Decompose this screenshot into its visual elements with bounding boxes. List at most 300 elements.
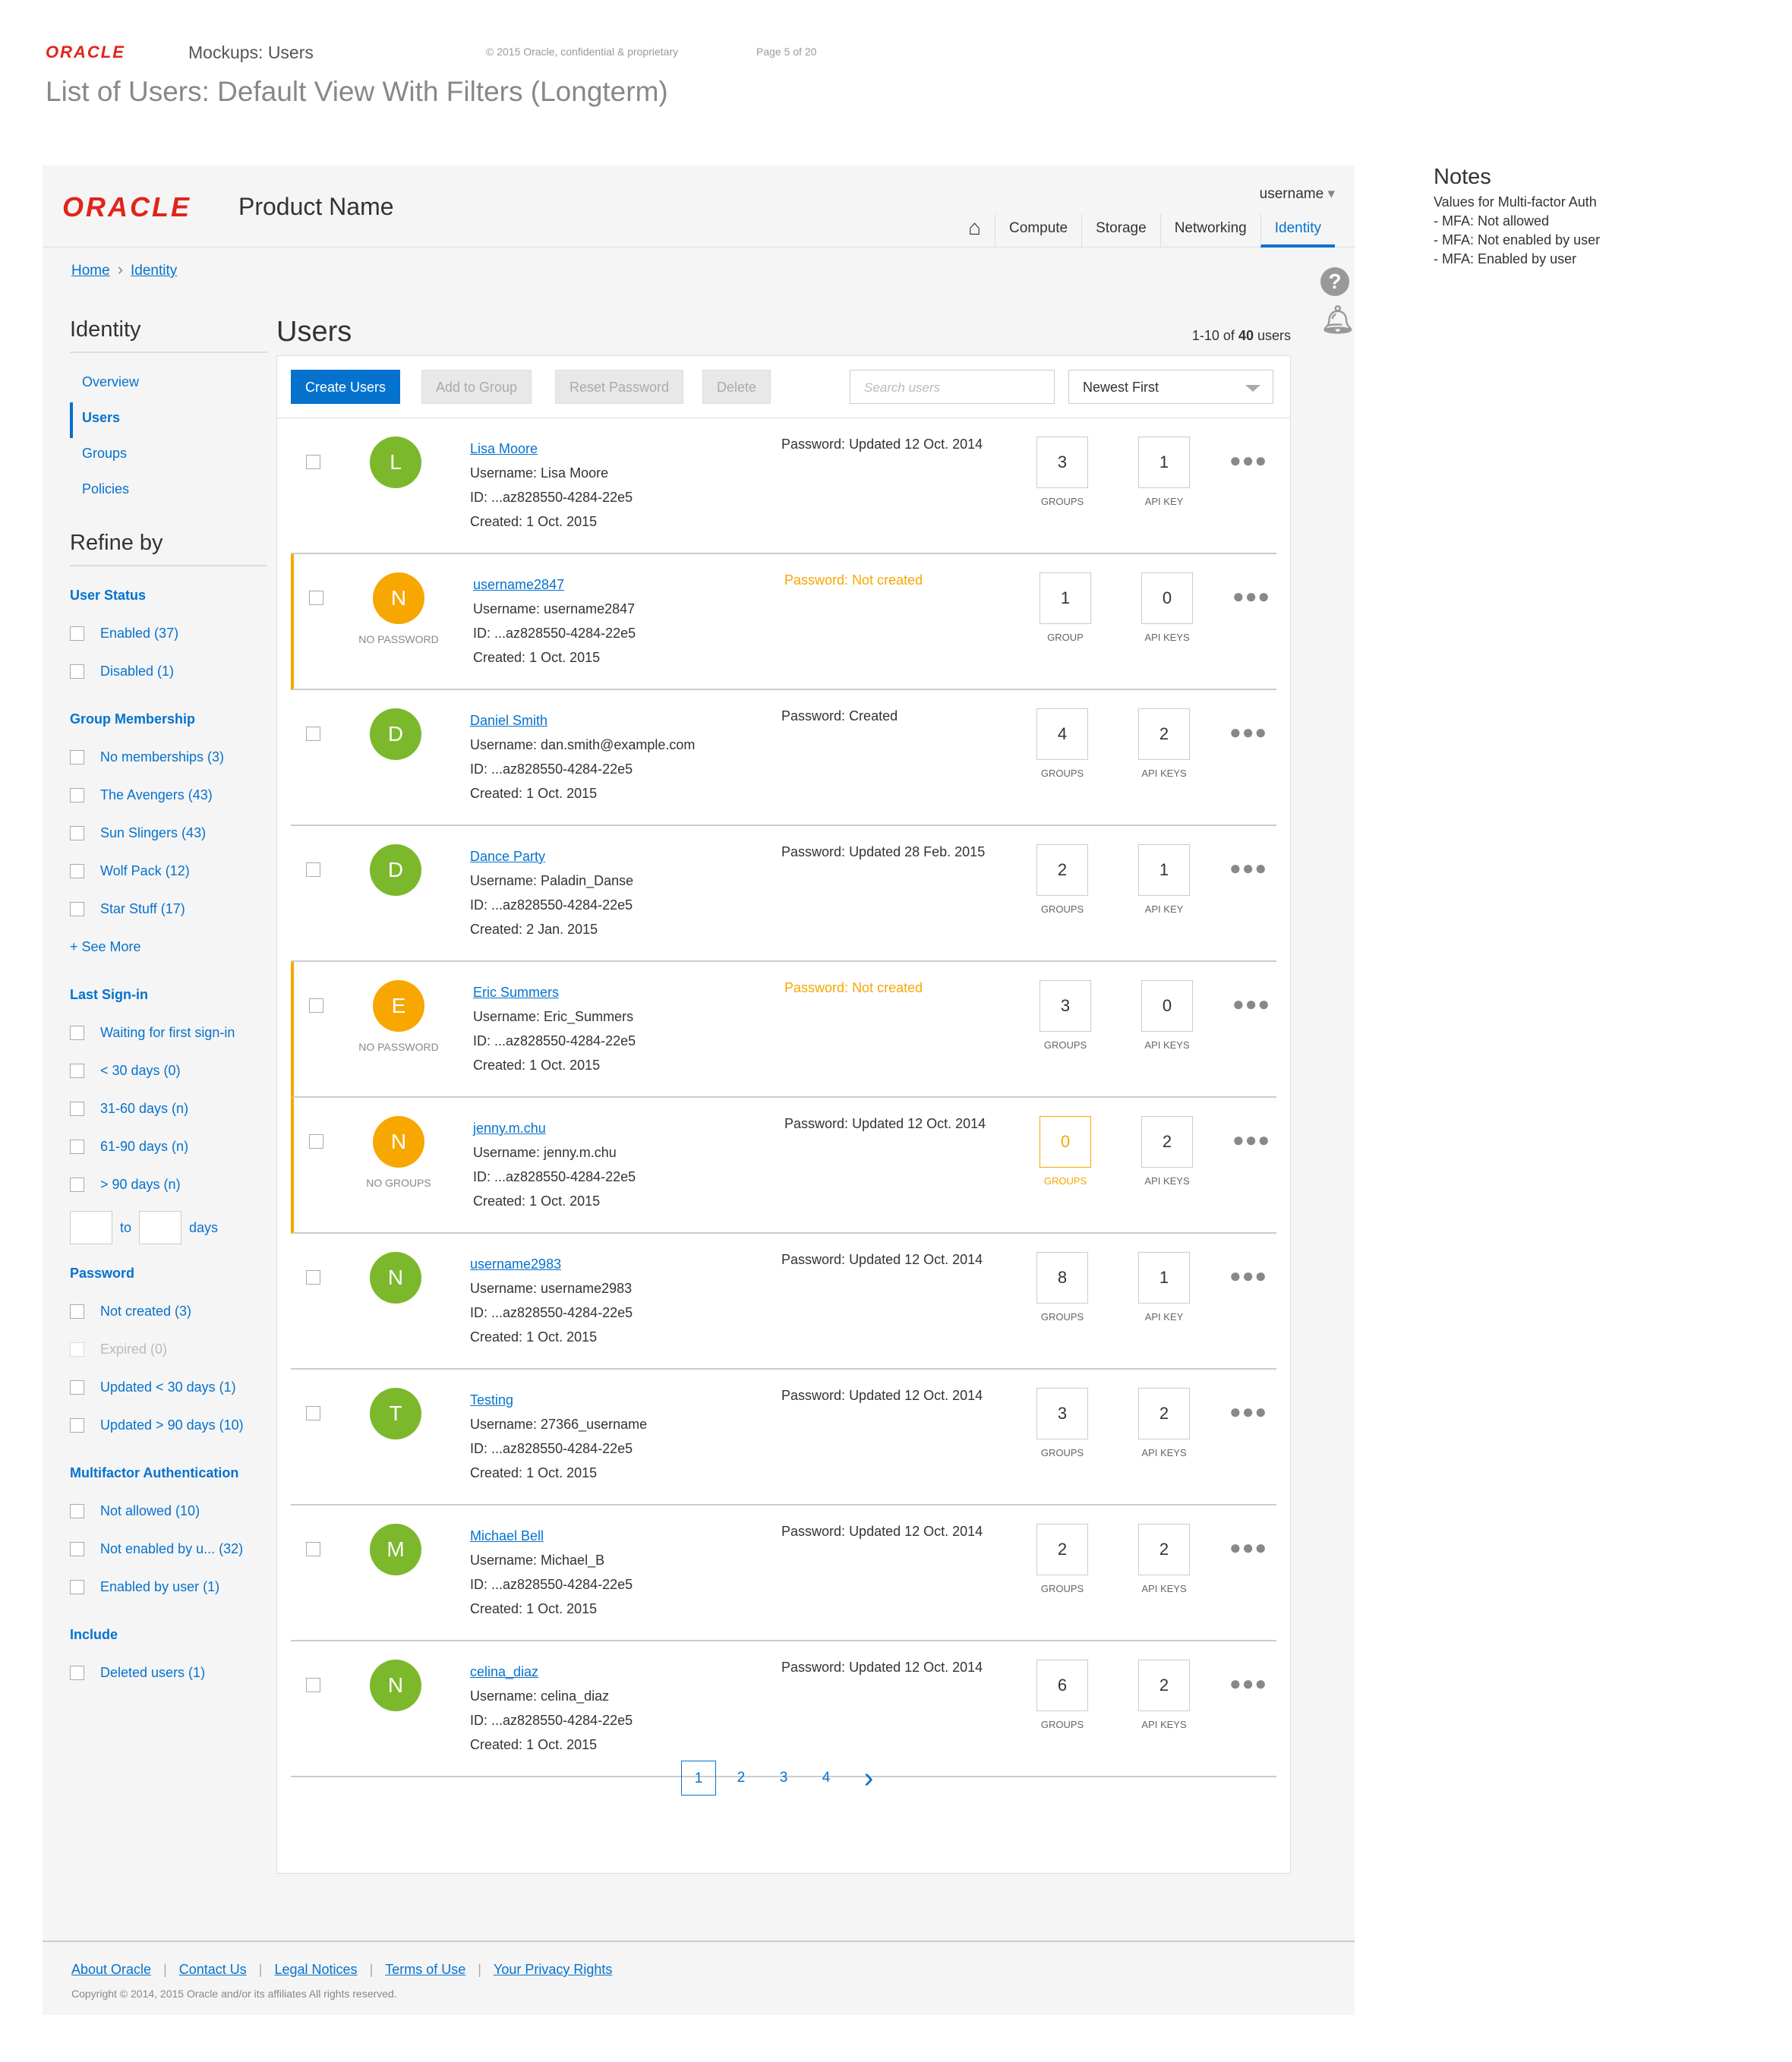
user-row — [291, 826, 1276, 962]
more-actions-icon[interactable]: ●●● — [1232, 1128, 1271, 1151]
filter-mfa-enabled[interactable] — [70, 1568, 267, 1606]
id-label: ID: — [470, 897, 488, 913]
filter-deleted-users[interactable] — [70, 1654, 267, 1692]
filter-no-memberships[interactable] — [70, 738, 267, 776]
doc-title: List of Users: Default View With Filters (Longterm) — [46, 76, 668, 107]
row-checkbox[interactable] — [309, 998, 323, 1013]
groups-count[interactable]: 3 — [1036, 1388, 1088, 1439]
checkbox[interactable] — [70, 1304, 84, 1319]
checkbox[interactable] — [70, 1026, 84, 1040]
user-row — [291, 962, 1276, 1098]
groups-count[interactable]: 8 — [1036, 1252, 1088, 1304]
page-3[interactable]: 3 — [779, 1770, 788, 1786]
divider: | — [478, 1962, 481, 1977]
footer-about[interactable]: About Oracle — [71, 1962, 152, 1977]
password-status — [781, 1388, 983, 1404]
sort-select[interactable] — [1068, 370, 1273, 404]
password-label: Password: — [781, 1252, 846, 1267]
id-label: ID: — [470, 1305, 488, 1320]
top-nav — [954, 211, 1335, 248]
created-label: Created: — [470, 514, 523, 529]
avatar: D — [370, 708, 421, 760]
filter-label: Not allowed (10) — [100, 1502, 200, 1518]
groups-label: GROUPS — [1040, 1311, 1084, 1323]
page-title: Users — [276, 316, 352, 348]
more-actions-icon[interactable]: ●●● — [1232, 585, 1271, 607]
api-keys-count[interactable]: 2 — [1141, 1116, 1193, 1168]
avatar: M — [370, 1524, 421, 1575]
filter-disabled[interactable] — [70, 652, 267, 690]
nav-networking[interactable]: Networking — [1160, 214, 1260, 248]
checkbox[interactable] — [70, 1666, 84, 1680]
breadcrumb-identity[interactable]: Identity — [131, 263, 178, 279]
checkbox[interactable] — [70, 826, 84, 840]
id-value: ...az828550-4284-22e5 — [491, 761, 633, 777]
sidebar-item-users[interactable]: Users — [70, 402, 267, 438]
divider: | — [258, 1962, 263, 1977]
api-keys-label: API KEYS — [1141, 768, 1187, 779]
api-keys-label: API KEY — [1144, 1311, 1184, 1323]
created-value: 1 Oct. 2015 — [526, 514, 598, 529]
username-value: celina_diaz — [541, 1688, 610, 1704]
created-label: Created: — [470, 1601, 523, 1616]
username-value: Lisa Moore — [541, 465, 609, 481]
row-checkbox[interactable] — [306, 862, 320, 877]
filter-label: Not enabled by u... (32) — [100, 1540, 244, 1556]
days-to-input[interactable] — [139, 1211, 181, 1244]
notes-line: - MFA: Enabled by user — [1434, 251, 1577, 266]
user-name-link[interactable]: Daniel Smith — [470, 713, 548, 728]
id-label: ID: — [473, 626, 491, 641]
groups-label: GROUPS — [1040, 496, 1084, 507]
nav-storage[interactable]: Storage — [1081, 214, 1160, 248]
home-icon[interactable]: ⌂ — [968, 216, 982, 239]
more-actions-icon[interactable]: ●●● — [1229, 1672, 1268, 1695]
notes-title: Notes — [1434, 165, 1491, 189]
created-value: 2 Jan. 2015 — [526, 922, 598, 937]
checkbox — [70, 1342, 84, 1357]
breadcrumb-home[interactable]: Home — [71, 263, 110, 279]
add-to-group-button[interactable]: Add to Group — [421, 370, 532, 404]
user-row — [291, 1641, 1276, 1777]
password-label: Password: — [784, 572, 849, 588]
more-actions-icon[interactable]: ●●● — [1232, 992, 1271, 1015]
password-label: Password: — [781, 844, 846, 859]
filter-31-60[interactable] — [70, 1089, 267, 1127]
checkbox[interactable] — [70, 1418, 84, 1433]
username-label: Username: — [470, 1417, 538, 1432]
user-info — [470, 1524, 633, 1621]
nav-compute[interactable]: Compute — [995, 214, 1081, 248]
doc-page-number: Page 5 of 20 — [756, 46, 817, 58]
checkbox[interactable] — [70, 902, 84, 916]
user-row — [291, 690, 1276, 826]
groups-count[interactable]: 2 — [1036, 844, 1088, 896]
user-count — [1192, 328, 1291, 344]
checkbox[interactable] — [70, 1102, 84, 1116]
row-checkbox[interactable] — [309, 591, 323, 605]
groups-label: GROUPS — [1043, 1039, 1087, 1051]
password-status — [781, 708, 898, 724]
api-keys-count[interactable]: 0 — [1141, 980, 1193, 1032]
filter-label: Not created (3) — [100, 1303, 192, 1319]
app-frame — [43, 166, 1355, 2015]
nav-identity[interactable]: Identity — [1260, 214, 1335, 248]
password-status — [781, 1660, 983, 1676]
api-keys-count[interactable]: 1 — [1138, 844, 1190, 896]
filter-label: Expired (0) — [100, 1341, 168, 1357]
api-keys-label: API KEY — [1144, 903, 1184, 915]
footer-terms[interactable]: Terms of Use — [385, 1962, 466, 1977]
groups-count[interactable]: 2 — [1036, 1524, 1088, 1575]
groups-label: GROUPS — [1040, 768, 1084, 779]
id-value: ...az828550-4284-22e5 — [491, 1713, 633, 1728]
groups-label: GROUP — [1047, 632, 1084, 643]
password-label: Password: — [784, 980, 849, 995]
more-actions-icon[interactable]: ●●● — [1229, 856, 1268, 879]
password-status — [781, 1252, 983, 1268]
password-status — [781, 1524, 983, 1540]
avatar: N — [373, 1116, 424, 1168]
footer-links — [71, 1962, 612, 1978]
id-label: ID: — [470, 1441, 488, 1456]
filter-61-90[interactable] — [70, 1127, 267, 1165]
filter-updated-lt30[interactable] — [70, 1368, 267, 1406]
created-value: 1 Oct. 2015 — [526, 786, 598, 801]
row-checkbox[interactable] — [309, 1134, 323, 1149]
avatar: E — [373, 980, 424, 1032]
groups-label: GROUPS — [1040, 1719, 1084, 1730]
api-keys-label: API KEYS — [1144, 1039, 1190, 1051]
password-label: Password: — [781, 1660, 846, 1675]
username-value: Michael_B — [541, 1553, 605, 1568]
app-header — [43, 166, 1355, 248]
avatar-tag: NO GROUPS — [366, 1177, 431, 1189]
avatar: T — [370, 1388, 421, 1439]
password-value: Not created — [852, 980, 923, 995]
create-users-button[interactable]: Create Users — [291, 370, 400, 404]
filter-not-created[interactable] — [70, 1292, 267, 1330]
api-keys-count[interactable]: 1 — [1138, 437, 1190, 488]
user-name-link[interactable]: Eric Summers — [473, 985, 560, 1000]
api-keys-label: API KEYS — [1141, 1447, 1187, 1458]
user-name-link[interactable]: celina_diaz — [470, 1664, 539, 1679]
id-value: ...az828550-4284-22e5 — [494, 626, 636, 641]
doc-copyright: © 2015 Oracle, confidential & proprietary — [486, 46, 679, 58]
username-value: Eric_Summers — [544, 1009, 634, 1024]
notes-line: - MFA: Not allowed — [1434, 213, 1550, 229]
created-value: 1 Oct. 2015 — [526, 1329, 598, 1345]
filter-heading-include: Include — [70, 1627, 118, 1642]
page-1[interactable]: 1 — [681, 1761, 716, 1796]
id-value: ...az828550-4284-22e5 — [491, 1577, 633, 1592]
api-keys-count[interactable]: 0 — [1141, 572, 1193, 624]
breadcrumb — [71, 260, 177, 279]
filter-label: Deleted users (1) — [100, 1664, 206, 1680]
id-value: ...az828550-4284-22e5 — [491, 1441, 633, 1456]
checkbox[interactable] — [70, 788, 84, 802]
created-label: Created: — [470, 1465, 523, 1480]
username-value: dan.smith@example.com — [541, 737, 696, 752]
created-value: 1 Oct. 2015 — [529, 1193, 601, 1209]
filter-heading-last-signin: Last Sign-in — [70, 987, 148, 1002]
username-label: Username: — [470, 465, 538, 481]
password-value: Created — [849, 708, 898, 724]
password-value: Updated 12 Oct. 2014 — [849, 1252, 983, 1267]
chevron-right-icon[interactable]: › — [863, 1762, 874, 1794]
checkbox[interactable] — [70, 626, 84, 641]
user-name-link[interactable]: Michael Bell — [470, 1528, 544, 1543]
filter-label: Wolf Pack (12) — [100, 862, 190, 878]
page-4[interactable]: 4 — [822, 1770, 831, 1786]
filter-label: Star Stuff (17) — [100, 900, 185, 916]
reset-password-button[interactable]: Reset Password — [555, 370, 683, 404]
notes-panel — [1434, 164, 1600, 269]
password-status — [781, 844, 985, 860]
created-label: Created: — [473, 650, 526, 665]
checkbox[interactable] — [70, 1542, 84, 1556]
doc-mockup-label: Mockups: Users — [188, 43, 314, 62]
filter-label: Waiting for first sign-in — [100, 1024, 235, 1040]
checkbox[interactable] — [70, 750, 84, 765]
filter-label: 31-60 days (n) — [100, 1100, 189, 1116]
side-icon-bar — [1315, 258, 1355, 343]
more-actions-icon[interactable]: ●●● — [1229, 1400, 1268, 1423]
password-value: Not created — [852, 572, 923, 588]
chevron-down-icon — [1245, 385, 1260, 392]
groups-count[interactable]: 6 — [1036, 1660, 1088, 1711]
user-info — [473, 1116, 636, 1213]
sidebar — [70, 317, 267, 1692]
username-menu[interactable] — [1260, 185, 1335, 203]
checkbox[interactable] — [70, 1380, 84, 1395]
caret-down-icon: ▾ — [1327, 186, 1335, 202]
api-keys-count[interactable]: 1 — [1138, 1252, 1190, 1304]
username-label: Username: — [473, 1009, 541, 1024]
more-actions-icon[interactable]: ●●● — [1229, 1536, 1268, 1559]
search-input[interactable]: Search users — [850, 370, 1055, 404]
user-info — [470, 708, 695, 806]
groups-count[interactable]: 0 — [1040, 1116, 1091, 1168]
user-name-link[interactable]: Testing — [470, 1392, 514, 1408]
password-status — [784, 980, 923, 996]
divider: | — [163, 1962, 167, 1977]
users-panel — [276, 355, 1291, 1874]
created-value: 1 Oct. 2015 — [526, 1601, 598, 1616]
password-label: Password: — [781, 1388, 846, 1403]
row-checkbox[interactable] — [306, 455, 320, 469]
username-label: username — [1259, 186, 1324, 202]
user-info — [470, 1252, 633, 1349]
api-keys-label: API KEYS — [1141, 1583, 1187, 1594]
id-label: ID: — [473, 1169, 491, 1184]
notes-line: Values for Multi-factor Auth — [1434, 194, 1597, 210]
row-checkbox[interactable] — [306, 1270, 320, 1285]
app-oracle-logo[interactable]: ORACLE — [62, 191, 191, 222]
page-2[interactable]: 2 — [737, 1770, 746, 1786]
sidebar-item-groups[interactable]: Groups — [82, 446, 128, 461]
count-suffix: users — [1253, 328, 1291, 343]
user-row — [291, 554, 1276, 690]
username-label: Username: — [470, 1688, 538, 1704]
groups-label: GROUPS — [1040, 1583, 1084, 1594]
filter-heading-mfa: Multifactor Authentication — [70, 1465, 239, 1480]
avatar: L — [370, 437, 421, 488]
more-actions-icon[interactable]: ●●● — [1229, 720, 1268, 743]
api-keys-count[interactable]: 2 — [1138, 708, 1190, 760]
row-checkbox[interactable] — [306, 727, 320, 741]
user-row — [291, 1234, 1276, 1370]
filter-label: Updated > 90 days (10) — [100, 1417, 244, 1433]
password-value: Updated 28 Feb. 2015 — [849, 844, 986, 859]
id-value: ...az828550-4284-22e5 — [491, 897, 633, 913]
footer-copyright: Copyright © 2014, 2015 Oracle and/or its affiliates All rights reserved. — [71, 1988, 397, 2000]
sidebar-item-overview[interactable]: Overview — [82, 374, 140, 389]
id-label: ID: — [470, 1577, 488, 1592]
sort-value: Newest First — [1083, 380, 1159, 395]
checkbox[interactable] — [70, 1140, 84, 1154]
filter-label: > 90 days (n) — [100, 1176, 181, 1192]
created-value: 1 Oct. 2015 — [529, 1058, 601, 1073]
footer-privacy[interactable]: Your Privacy Rights — [493, 1962, 613, 1977]
password-status — [784, 1116, 986, 1132]
user-name-link[interactable]: username2983 — [470, 1256, 562, 1272]
username-value: username2983 — [541, 1281, 633, 1296]
filter-mfa-not-enabled[interactable] — [70, 1530, 267, 1568]
user-name-link[interactable]: jenny.m.chu — [473, 1121, 546, 1136]
password-status — [784, 572, 923, 588]
filter-label: Updated < 30 days (1) — [100, 1379, 236, 1395]
filter-label: Enabled (37) — [100, 625, 179, 641]
footer — [43, 1941, 1355, 2015]
sidebar-item-policies[interactable]: Policies — [82, 481, 130, 497]
checkbox[interactable] — [70, 664, 84, 679]
password-status — [781, 437, 983, 452]
user-row — [291, 1098, 1276, 1234]
refine-heading: Refine by — [70, 531, 267, 566]
username-value: jenny.m.chu — [544, 1145, 617, 1160]
footer-legal[interactable]: Legal Notices — [274, 1962, 358, 1977]
user-info — [473, 572, 636, 670]
checkbox[interactable] — [70, 1064, 84, 1078]
api-keys-label: API KEYS — [1144, 1175, 1190, 1187]
avatar-tag: NO PASSWORD — [358, 633, 439, 645]
created-value: 1 Oct. 2015 — [526, 1465, 598, 1480]
avatar: N — [370, 1660, 421, 1711]
id-value: ...az828550-4284-22e5 — [494, 1033, 636, 1048]
help-icon[interactable]: ? — [1320, 267, 1349, 296]
username-label: Username: — [470, 737, 538, 752]
filter-star-stuff[interactable] — [70, 890, 267, 928]
api-keys-count[interactable]: 2 — [1138, 1660, 1190, 1711]
api-keys-count[interactable]: 2 — [1138, 1388, 1190, 1439]
user-name-link[interactable]: Dance Party — [470, 849, 546, 864]
groups-count[interactable]: 3 — [1040, 980, 1091, 1032]
divider: | — [369, 1962, 374, 1977]
api-keys-count[interactable]: 2 — [1138, 1524, 1190, 1575]
toolbar — [277, 356, 1290, 418]
filter-updated-gt90[interactable] — [70, 1406, 267, 1444]
created-label: Created: — [473, 1058, 526, 1073]
row-checkbox[interactable] — [306, 1542, 320, 1556]
groups-label: GROUPS — [1040, 903, 1084, 915]
filter-sun-slingers[interactable] — [70, 814, 267, 852]
user-row — [291, 1506, 1276, 1641]
days-from-input[interactable] — [70, 1211, 112, 1244]
user-info — [473, 980, 636, 1077]
filter-lt30[interactable] — [70, 1051, 267, 1089]
groups-count[interactable]: 1 — [1040, 572, 1091, 624]
more-actions-icon[interactable]: ●●● — [1229, 449, 1268, 471]
delete-button[interactable]: Delete — [702, 370, 771, 404]
id-value: ...az828550-4284-22e5 — [491, 1305, 633, 1320]
user-row — [291, 418, 1276, 554]
password-label: Password: — [781, 708, 846, 724]
username-label: Username: — [470, 1281, 538, 1296]
groups-count[interactable]: 3 — [1036, 437, 1088, 488]
id-label: ID: — [470, 490, 488, 505]
username-label: Username: — [470, 1553, 538, 1568]
filter-wolf-pack[interactable] — [70, 852, 267, 890]
avatar: D — [370, 844, 421, 896]
filter-heading-group-membership: Group Membership — [70, 711, 196, 727]
filter-avengers[interactable] — [70, 776, 267, 814]
see-more-link[interactable]: + See More — [70, 938, 141, 954]
id-label: ID: — [470, 761, 488, 777]
created-label: Created: — [470, 786, 523, 801]
user-info — [470, 1660, 633, 1757]
product-name: Product Name — [238, 193, 394, 220]
username-label: Username: — [473, 1145, 541, 1160]
filter-mfa-not-allowed[interactable] — [70, 1492, 267, 1530]
filter-waiting[interactable] — [70, 1014, 267, 1051]
more-actions-icon[interactable]: ●●● — [1229, 1264, 1268, 1287]
sidebar-heading: Identity — [70, 317, 267, 353]
filter-label: Enabled by user (1) — [100, 1578, 220, 1594]
created-value: 1 Oct. 2015 — [529, 650, 601, 665]
row-checkbox[interactable] — [306, 1406, 320, 1420]
row-checkbox[interactable] — [306, 1678, 320, 1692]
filter-gt90[interactable] — [70, 1165, 267, 1203]
username-value: Paladin_Danse — [541, 873, 634, 888]
id-value: ...az828550-4284-22e5 — [491, 490, 633, 505]
avatar: N — [370, 1252, 421, 1304]
groups-count[interactable]: 4 — [1036, 708, 1088, 760]
avatar-tag: NO PASSWORD — [358, 1041, 439, 1053]
footer-contact[interactable]: Contact Us — [178, 1962, 247, 1977]
user-name-link[interactable]: username2847 — [473, 577, 565, 592]
checkbox[interactable] — [70, 1504, 84, 1518]
chevron-right-icon: › — [117, 260, 124, 279]
range-to-label: to — [120, 1219, 132, 1235]
filter-label: Disabled (1) — [100, 663, 175, 679]
filter-enabled[interactable] — [70, 614, 267, 652]
checkbox[interactable] — [70, 864, 84, 878]
checkbox[interactable] — [70, 1580, 84, 1594]
filter-label: The Avengers (43) — [100, 787, 213, 802]
pagination — [277, 1761, 1290, 1796]
username-label: Username: — [473, 601, 541, 616]
user-name-link[interactable]: Lisa Moore — [470, 441, 538, 456]
user-row — [291, 1370, 1276, 1506]
password-value: Updated 12 Oct. 2014 — [849, 437, 983, 452]
api-keys-label: API KEYS — [1144, 632, 1190, 643]
bell-icon[interactable]: 🔔︎ — [1320, 304, 1355, 335]
checkbox[interactable] — [70, 1178, 84, 1192]
user-info — [470, 1388, 647, 1485]
groups-label: GROUPS — [1043, 1175, 1087, 1187]
created-value: 1 Oct. 2015 — [526, 1737, 598, 1752]
